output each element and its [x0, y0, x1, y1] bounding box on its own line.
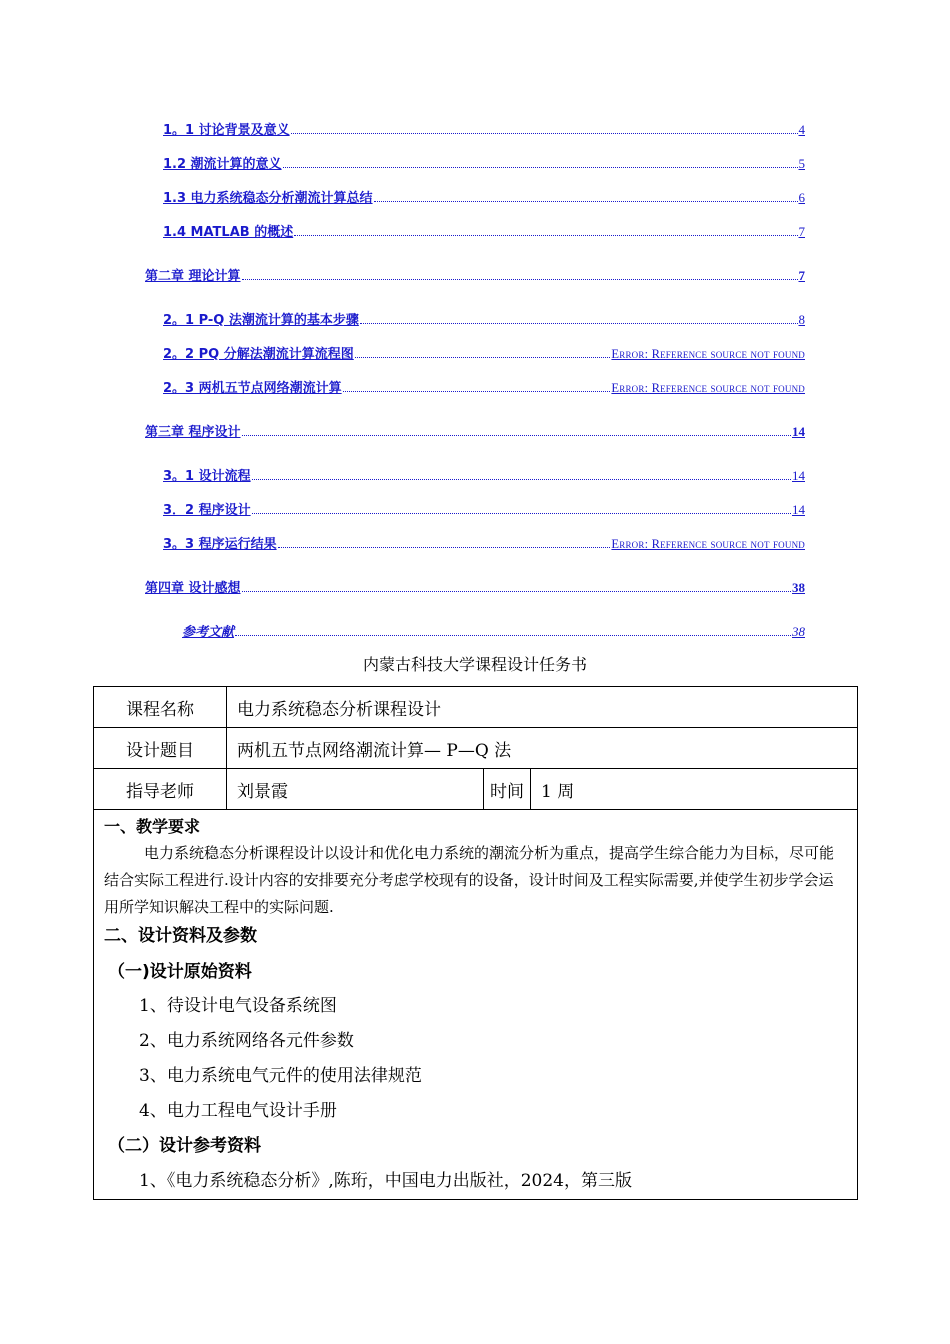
toc-page: 14	[792, 424, 805, 439]
table-row	[94, 687, 858, 728]
toc-label: 1。1 讨论背景及意义	[163, 123, 290, 138]
toc-entry-1-4[interactable]	[163, 220, 805, 240]
toc-entry-chapter-2[interactable]	[145, 264, 805, 284]
list-item: 2、电力系统网络各元件参数	[139, 1031, 354, 1051]
requirements-heading: 一、教学要求	[104, 817, 201, 836]
toc-entry-2-2[interactable]	[163, 342, 805, 362]
materials-heading: 二、设计资料及参数	[104, 926, 257, 946]
task-content-box	[93, 808, 858, 1200]
teacher-label: 指导老师	[94, 769, 227, 810]
toc-label: 第三章 程序设计	[145, 425, 241, 440]
toc-label: 1.3 电力系统稳态分析潮流计算总结	[163, 191, 373, 206]
toc-entry-1-1[interactable]	[163, 118, 805, 138]
toc-label: 3。1 设计流程	[163, 469, 251, 484]
toc-entry-3-3[interactable]	[163, 532, 805, 552]
toc-page: Error: Reference source not found	[611, 381, 805, 395]
course-name-label: 课程名称	[94, 687, 227, 728]
topic-label: 设计题目	[94, 728, 227, 769]
list-item: 1、《电力系统稳态分析》,陈珩，中国电力出版社，2024，第三版	[139, 1171, 632, 1191]
toc-entry-3-2[interactable]	[163, 498, 805, 518]
toc-page: 7	[798, 224, 805, 239]
toc-page: Error: Reference source not found	[611, 537, 805, 551]
toc-entry-references[interactable]	[182, 620, 805, 640]
toc-label: 3．2 程序设计	[163, 503, 251, 518]
table-row	[94, 728, 858, 769]
original-materials-heading: （一)设计原始资料	[108, 962, 252, 982]
toc-page: 8	[798, 312, 805, 327]
table-row	[94, 769, 858, 810]
toc-entry-1-2[interactable]	[163, 152, 805, 172]
toc-label: 第二章 理论计算	[145, 269, 241, 284]
toc-entry-2-1[interactable]	[163, 308, 805, 328]
toc-page: 6	[798, 190, 805, 205]
toc-entry-2-3[interactable]	[163, 376, 805, 396]
toc-page: 4	[798, 122, 805, 137]
toc-label: 2。2 PQ 分解法潮流计算流程图	[163, 347, 354, 362]
toc-page: 38	[792, 580, 805, 595]
toc-page: 7	[798, 268, 805, 283]
topic-value: 两机五节点网络潮流计算— P—Q 法	[227, 728, 858, 769]
toc-label: 2。1 P-Q 法潮流计算的基本步骤	[163, 313, 359, 328]
list-item: 3、电力系统电气元件的使用法律规范	[139, 1066, 422, 1086]
toc-entry-chapter-4[interactable]	[145, 576, 805, 596]
toc-label: 1.2 潮流计算的意义	[163, 157, 282, 172]
reference-materials-heading: （二）设计参考资料	[108, 1136, 261, 1156]
toc-label: 第四章 设计感想	[145, 581, 241, 596]
toc-label: 2。3 两机五节点网络潮流计算	[163, 381, 342, 396]
toc-entry-chapter-3[interactable]	[145, 420, 805, 440]
toc-label: 参考文献	[182, 625, 235, 640]
list-item: 4、电力工程电气设计手册	[139, 1101, 337, 1121]
task-info-table	[93, 686, 858, 810]
toc-page: 14	[792, 502, 805, 517]
list-item: 1、待设计电气设备系统图	[139, 996, 337, 1016]
toc-page: 14	[792, 468, 805, 483]
toc-entry-3-1[interactable]	[163, 464, 805, 484]
task-title: 内蒙古科技大学课程设计任务书	[362, 655, 587, 674]
course-name-value: 电力系统稳态分析课程设计	[227, 687, 858, 728]
time-value: 1 周	[531, 769, 858, 810]
toc-page: Error: Reference source not found	[611, 347, 805, 361]
time-label: 时间	[484, 769, 531, 810]
toc-label: 3。3 程序运行结果	[163, 537, 277, 552]
requirements-text: 电力系统稳态分析课程设计以设计和优化电力系统的潮流分析为重点，提高学生综合能力为目标，尽可能结合实际工程进行.设计内容的安排要充分考虑学校现有的设备，设计时间及工程实际需要,并使学生初步学会运用所学知识解决工程中的实际问题.	[104, 844, 835, 916]
toc-page: 38	[792, 624, 805, 639]
teacher-value: 刘景霞	[227, 769, 484, 810]
toc-entry-1-3[interactable]	[163, 186, 805, 206]
toc-page: 5	[798, 156, 805, 171]
toc-label: 1.4 MATLAB 的概述	[163, 225, 294, 240]
